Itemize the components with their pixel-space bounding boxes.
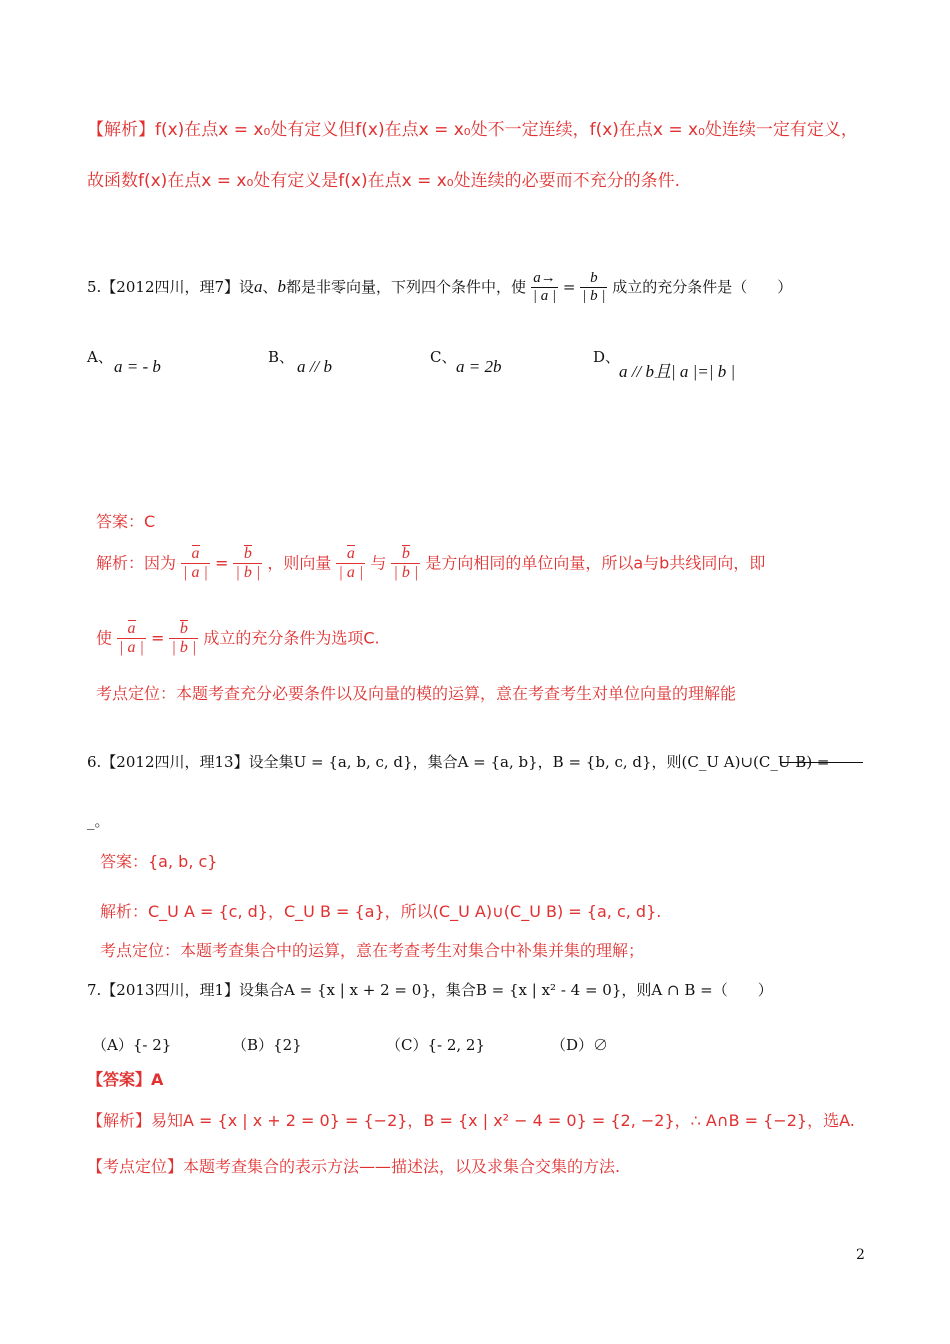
q5-ana-frac-a: $\frac{a}{| a |}$ bbox=[183, 545, 208, 582]
q5-answer: 答案：C bbox=[96, 512, 156, 531]
q6-blank-line bbox=[781, 762, 863, 763]
q5-frac-a: $\frac{a\to}{| a |}$ bbox=[532, 270, 557, 305]
q7-stem: 7.【2013四川，理1】设集合A = {x | x + 2 = 0}，集合B = {x | x² - 4 = 0}，则A ∩ B =（ ） bbox=[87, 981, 773, 999]
q5-option-d-label: D、 bbox=[593, 348, 621, 366]
q6-answer: 答案：{a, b, c} bbox=[100, 852, 218, 871]
q5-analysis-line2: 使 $\frac{a}{| a |}$ = $\frac{b}{| b |}$ 成立的充分条件为选项C. bbox=[96, 620, 380, 657]
q5-option-b-expr: a // b bbox=[297, 357, 332, 376]
q6-stem: 6.【2012四川，理13】设全集U = {a, b, c, d}，集合A = {a, b}，B = {b, c, d}，则(C_U A)∪(C_U B) = bbox=[87, 753, 830, 771]
q5-frac-b: $\frac{b}{| b |}$ bbox=[582, 270, 606, 305]
q6-analysis: 解析：C_U A = {c, d}，C_U B = {a}，所以(C_U A)∪(C_U B) = {a, c, d}. bbox=[100, 902, 662, 921]
q5-ana-frac-a2: $\frac{a}{| a |}$ bbox=[338, 545, 364, 582]
q5-ana-frac-a3: $\frac{a}{| a |}$ bbox=[119, 620, 144, 657]
q5-stem bbox=[87, 270, 792, 306]
q5-mid: 都是非零向量，下列四个条件中，使 bbox=[286, 277, 527, 296]
q5-option-a-label: A、 bbox=[87, 348, 113, 366]
q7-option-d: （D）∅ bbox=[551, 1036, 609, 1054]
q5-intro: 5.【2012四川，理7】设 bbox=[87, 277, 255, 296]
q7-point: 【考点定位】本题考查集合的表示方法——描述法，以及求集合交集的方法. bbox=[87, 1157, 621, 1176]
q7-analysis: 【解析】易知A = {x | x + 2 = 0} = {−2}，B = {x | x² − 4 = 0} = {2, −2}，∴ A∩B = {−2}，选A. bbox=[87, 1111, 855, 1130]
q7-answer: 【答案】A bbox=[87, 1070, 164, 1089]
page-number: 2 bbox=[856, 1247, 865, 1263]
q5-ana-frac-b3: $\frac{b}{| b |}$ bbox=[171, 620, 197, 657]
q5-option-b-label: B、 bbox=[268, 348, 295, 366]
q5-ana-frac-b: $\frac{b}{| b |}$ bbox=[235, 545, 261, 582]
q5-tail: 成立的充分条件是（ ） bbox=[612, 277, 793, 296]
q5-var-b: b bbox=[277, 276, 287, 296]
q5-option-a-expr: a = - b bbox=[114, 357, 161, 376]
q5-option-d-expr: a // b且| a |=| b | bbox=[619, 362, 736, 381]
q5-ana-frac-b2: $\frac{b}{| b |}$ bbox=[393, 545, 419, 582]
q7-option-c: （C）{- 2, 2} bbox=[386, 1036, 486, 1054]
q5-option-c-expr: a = 2b bbox=[456, 357, 502, 376]
q7-option-b: （B）{2} bbox=[232, 1036, 302, 1054]
q7-option-a: （A）{- 2} bbox=[92, 1036, 172, 1054]
q5-sep: 、 bbox=[262, 277, 278, 296]
q5-var-a: a bbox=[254, 276, 263, 296]
q5-option-c-label: C、 bbox=[430, 348, 457, 366]
q5-point: 考点定位：本题考查充分必要条件以及向量的模的运算，意在考查考生对单位向量的理解能 bbox=[96, 684, 737, 703]
q6-point: 考点定位：本题考查集合中的运算，意在考查考生对集合中补集并集的理解； bbox=[100, 941, 645, 960]
q5-eq: = bbox=[562, 277, 576, 296]
q5-analysis-line1: 解析：因为 $\frac{a}{| a |}$ = $\frac{b}{| b |}$ ，则向量 $\frac{a}{| a |}$ 与 $\frac{b}{| b |}$ 是方向相同的单位向量，所以a与b共线同向，即 bbox=[96, 545, 766, 582]
analysis-prev-line1: 【解析】f(x)在点x = x₀处有定义但f(x)在点x = x₀处不一定连续，f(x)在点x = x₀处连续一定有定义， bbox=[87, 120, 858, 140]
analysis-prev-line2: 故函数f(x)在点x = x₀处有定义是f(x)在点x = x₀处连续的必要而不充分的条件. bbox=[87, 171, 680, 191]
q6-blank-tail: _。 bbox=[87, 812, 110, 830]
